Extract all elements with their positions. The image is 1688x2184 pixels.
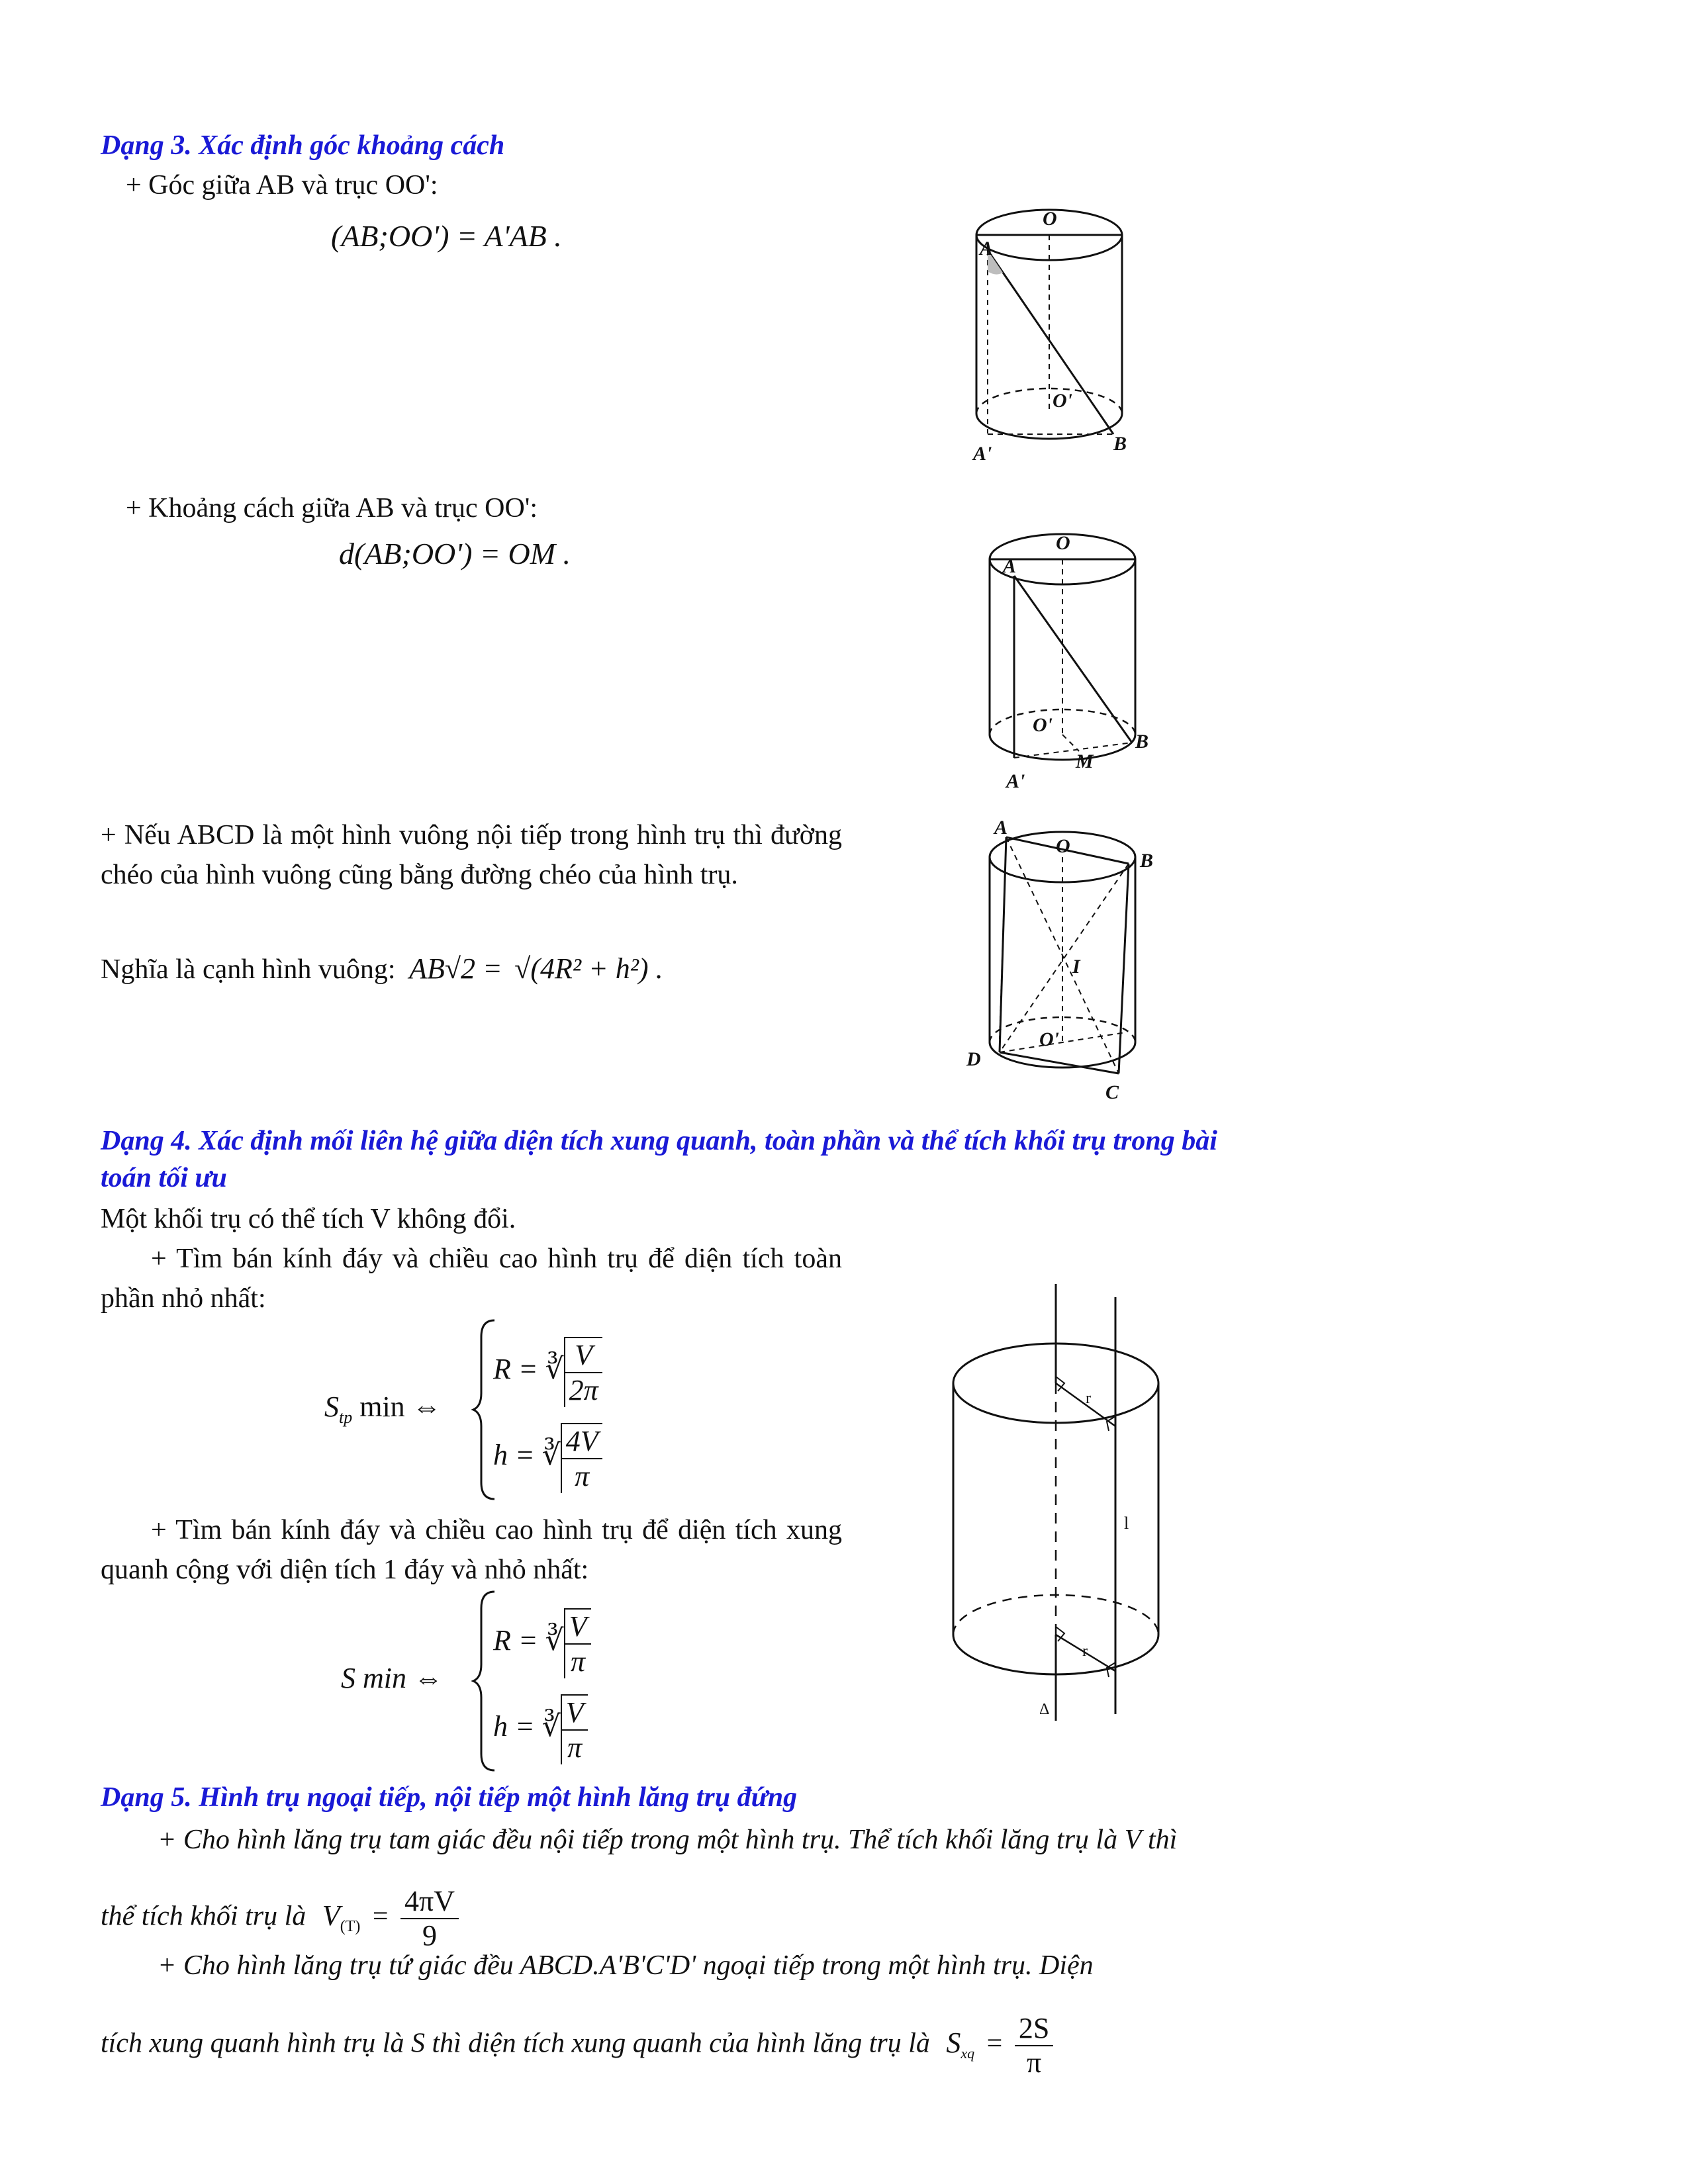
case2-R-numerator: V [565, 1610, 591, 1645]
case1-lhs [324, 1390, 442, 1428]
fig2-label-O: O [1056, 532, 1070, 554]
fig2-label-A-prime: A' [1006, 770, 1025, 792]
case2-lhs: S min ⇔ [341, 1662, 443, 1694]
case1-S: S [324, 1390, 339, 1423]
fig2-label-O-prime: O' [1033, 714, 1053, 736]
case2-h-numerator: V [562, 1696, 588, 1731]
p2-S: S [946, 2026, 961, 2059]
case2-R-row [493, 1608, 591, 1678]
case2-text: + Tìm bán kính đáy và chiều cao hình trụ để diện tích xung quanh cộng với diện tích 1 đáy và nhỏ nhất: [101, 1515, 842, 1585]
fig3-label-O: O [1056, 835, 1070, 857]
fig4-label-delta: Δ [1039, 1701, 1050, 1718]
p1-numerator: 4πV [400, 1885, 459, 1919]
cylinder-optimization-figure [947, 1284, 1172, 1734]
cylinder-distance-figure [966, 523, 1165, 801]
p2-line2 [101, 2012, 1053, 2079]
fig4-label-l: l [1124, 1514, 1129, 1533]
fig1-label-A: A [980, 238, 994, 259]
p2-line1: + Cho hình lăng trụ tứ giác đều ABCD.A'B'C'D' ngoại tiếp trong một hình trụ. Diện [158, 1950, 1094, 1981]
square-inscribed-text [101, 815, 842, 895]
case2-h-denominator: π [567, 1731, 583, 1764]
case2-h-row [493, 1694, 588, 1764]
square-inscribed-paragraph: + Nếu ABCD là một hình vuông nội tiếp trong hình trụ thì đường chéo của hình vuông cũng bằng đường chéo của hình trụ. [101, 820, 842, 890]
case2-R-denominator: π [571, 1645, 586, 1678]
case2-h-label: h = ∛ [493, 1710, 561, 1743]
square-edge-prefix: Nghĩa là cạnh hình vuông: [101, 954, 396, 985]
p1-V: V [322, 1899, 340, 1932]
fig1-label-O: O [1043, 208, 1057, 230]
section4-intro: Một khối trụ có thể tích V không đổi. [101, 1204, 516, 1234]
section4-heading-line1: Dạng 4. Xác định mối liên hệ giữa diện tích xung quanh, toàn phần và thể tích khối trụ trong bài [101, 1126, 1217, 1156]
case1-R-row [493, 1337, 602, 1407]
fig3-label-B: B [1140, 850, 1154, 872]
p1-equals: = [372, 1901, 389, 1932]
fig1-label-B: B [1113, 433, 1127, 455]
case1-h-label: h = ∛ [493, 1439, 561, 1472]
section4-heading-line2: toán tối ưu [101, 1163, 227, 1193]
p1-text: thể tích khối trụ là [101, 1901, 306, 1932]
p1-line2 [101, 1885, 459, 1952]
distance-intro: + Khoảng cách giữa AB và trục OO': [126, 493, 538, 523]
fig2-label-M: M [1076, 751, 1094, 772]
distance-formula: d(AB;OO') = OM . [339, 537, 571, 570]
angle-formula: (AB;OO') = A'AB . [331, 219, 562, 253]
angle-intro: + Góc giữa AB và trục OO': [126, 170, 438, 201]
square-edge-rhs: √(4R² + h²) . [514, 952, 663, 985]
case1-min: min ⇔ [352, 1390, 442, 1423]
case1-subscript: tp [339, 1407, 353, 1427]
p2-text: tích xung quanh hình trụ là S thì diện tích xung quanh của hình lăng trụ là [101, 2028, 930, 2059]
p1-subscript: (T) [340, 1918, 361, 1936]
p2-numerator: 2S [1015, 2012, 1053, 2046]
case1-R-label: R = ∛ [493, 1353, 564, 1386]
fig3-label-O-prime: O' [1039, 1028, 1059, 1050]
p1-denominator: 9 [422, 1919, 438, 1952]
fig3-label-D: D [966, 1048, 981, 1070]
section3-heading: Dạng 3. Xác định góc khoảng cách [101, 130, 505, 161]
fig4-label-r-bottom: r [1082, 1643, 1088, 1660]
case1-R-denominator: 2π [569, 1374, 598, 1406]
p1-line1: + Cho hình lăng trụ tam giác đều nội tiếp trong một hình trụ. Thể tích khối lăng trụ là V thì [158, 1825, 1178, 1855]
fig3-label-C: C [1105, 1081, 1119, 1103]
fig2-label-B: B [1135, 731, 1149, 752]
cylinder-angle-figure [953, 199, 1152, 477]
square-edge-line [101, 949, 663, 989]
fig3-label-I: I [1072, 956, 1080, 978]
case1-text: + Tìm bán kính đáy và chiều cao hình trụ để diện tích toàn phần nhỏ nhất: [101, 1244, 842, 1314]
cylinder-square-figure [947, 814, 1185, 1118]
fig1-label-O-prime: O' [1053, 390, 1072, 412]
fig2-label-A: A [1003, 555, 1017, 577]
fig3-label-A: A [994, 817, 1008, 839]
case1-R-numerator: V [565, 1338, 602, 1373]
fig1-label-A-prime: A' [973, 443, 992, 465]
square-edge-lhs: AB√2 = [409, 952, 502, 985]
fig4-label-r-top: r [1086, 1390, 1091, 1407]
p2-equals: = [986, 2028, 1003, 2059]
p2-denominator: π [1026, 2046, 1042, 2079]
section5-heading: Dạng 5. Hình trụ ngoại tiếp, nội tiếp một hình lăng trụ đứng [101, 1782, 798, 1813]
case1-h-numerator: 4V [562, 1424, 602, 1459]
case2-R-label: R = ∛ [493, 1624, 564, 1657]
p2-subscript: xq [961, 2045, 975, 2062]
case1-h-denominator: π [575, 1460, 590, 1492]
case1-h-row [493, 1423, 602, 1493]
